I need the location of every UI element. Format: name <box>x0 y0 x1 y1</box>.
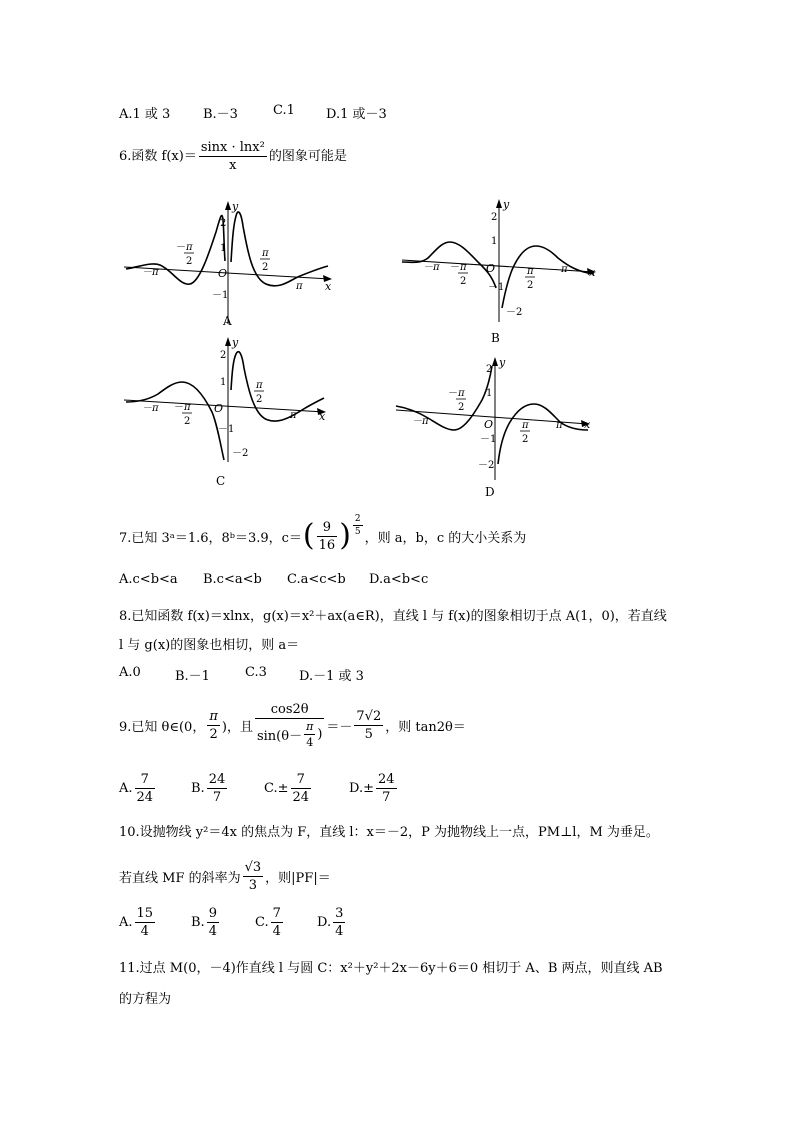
graph-a-pi: π <box>296 281 303 292</box>
q5-option-a: A.1 或 3 <box>119 107 171 122</box>
graph-a-label: A <box>223 314 232 328</box>
q11-line1: 11.过点 M(0，－4)作直线 l 与圆 C：x²＋y²＋2x－6y＋6＝0 相切于 A、B 两点，则直线 AB <box>119 961 663 976</box>
graph-b-neg-pi: －π <box>423 262 440 273</box>
graph-c-y-label: y <box>232 336 239 349</box>
svg-text:2: 2 <box>256 394 263 405</box>
q9-pi-half: $\frac{\pi}{2}$ <box>209 708 218 742</box>
q7-stem: 7.已知 3ᵃ＝1.6，8ᵇ＝3.9，c＝ ( $\frac{9}{16}$ ) $\frac{2}{5}$ ，则 a，b，c 的大小关系为 <box>119 514 527 553</box>
graph-b-y-label: y <box>503 198 510 211</box>
svg-text:－: － <box>176 242 186 253</box>
graph-d-pi: π <box>556 420 563 431</box>
graph-d-tick-2: 2 <box>486 364 493 375</box>
q5-option-d: D.1 或－3 <box>326 107 387 122</box>
q7-option-a: A.c<b<a <box>119 572 178 587</box>
svg-text:π: π <box>460 262 467 273</box>
graph-d-neg-pi: －π <box>412 416 429 427</box>
q10-option-d: D. $\frac{3}{4}$ <box>317 906 344 939</box>
q10-slope: $\frac{√3}{3}$ <box>244 859 262 893</box>
q6-prefix: 6.函数 f(x)＝ <box>119 149 197 164</box>
q10-option-b: B. $\frac{9}{4}$ <box>191 906 217 939</box>
q6-fraction <box>199 140 267 173</box>
q9-option-d: D. ± $\frac{24}{7}$ <box>349 772 395 805</box>
q9-mid: )，且 <box>221 719 253 735</box>
q6-suffix: 的图象可能是 <box>268 149 347 164</box>
graph-c-pi: π <box>290 410 297 421</box>
graph-a-origin: O <box>218 267 228 280</box>
graph-a-y-label: y <box>232 200 239 213</box>
svg-text:2: 2 <box>460 276 467 287</box>
q8-option-d: D.－1 或 3 <box>299 669 364 684</box>
graph-a <box>120 196 340 328</box>
graph-c-x-label: x <box>319 410 326 423</box>
q10-line2: 若直线 MF 的斜率为 $\frac{√3}{3}$ ，则|PF|＝ <box>119 859 331 893</box>
q7-prefix: 7.已知 3ᵃ＝1.6，8ᵇ＝3.9，c＝ <box>119 530 302 546</box>
svg-text:2: 2 <box>527 280 534 291</box>
svg-text:－: － <box>450 262 460 273</box>
q8-option-b: B.－1 <box>175 669 210 684</box>
graph-c-label: C <box>216 474 226 488</box>
q8-option-c: C.3 <box>245 665 267 680</box>
graph-d-neg-pi-half <box>448 388 466 413</box>
graph-c <box>120 332 334 466</box>
svg-text:π: π <box>186 242 193 253</box>
graph-a-x-label: x <box>325 280 332 293</box>
graph-c-neg-pi-half <box>174 402 192 427</box>
q9-stem <box>119 700 466 750</box>
q10-line1: 10.设抛物线 y²＝4x 的焦点为 F，直线 l：x＝－2，P 为抛物线上一点，PM⊥l，M 为垂足。 <box>119 825 659 840</box>
svg-text:－: － <box>174 402 184 413</box>
q9-eq: ＝－ <box>326 719 353 735</box>
q7-base: $\frac{9}{16}$ <box>318 519 336 553</box>
graph-d-origin: O <box>484 418 494 431</box>
svg-text:2: 2 <box>184 416 191 427</box>
graph-d-tick-neg2: －2 <box>478 460 495 471</box>
svg-text:π: π <box>527 266 534 277</box>
graph-b-origin: O <box>486 262 496 275</box>
q8-option-a: A.0 <box>119 665 141 680</box>
q7-option-d: D.a<b<c <box>369 572 429 587</box>
svg-text:2: 2 <box>522 434 529 445</box>
graph-b-tick-1: 1 <box>491 236 498 247</box>
svg-text:2: 2 <box>262 262 269 273</box>
q8-line2: l 与 g(x)的图象也相切，则 a＝ <box>119 638 300 653</box>
svg-text:π: π <box>458 388 465 399</box>
q7-option-c: C.a<c<b <box>287 572 346 587</box>
graph-a-pi-half <box>260 248 270 273</box>
graph-c-origin: O <box>214 402 224 415</box>
svg-text:π: π <box>256 380 263 391</box>
q7-exponent: $\frac{2}{5}$ <box>354 514 361 537</box>
graph-c-tick-neg2: －2 <box>232 448 249 459</box>
graph-a-tick-2: 2 <box>220 218 227 229</box>
q6-denominator: x <box>229 158 237 173</box>
q10-option-c: C. $\frac{7}{4}$ <box>255 906 281 939</box>
graph-b-neg-pi-half <box>450 262 468 287</box>
svg-text:π: π <box>262 248 269 259</box>
graph-c-tick-neg1: －1 <box>218 424 235 435</box>
q9-lhs: cos2θ sin(θ－ $\frac{\pi}{4}$ ) <box>256 701 323 749</box>
q7-option-b: B.c<a<b <box>203 572 262 587</box>
q9-prefix: 9.已知 θ∈(0， <box>119 719 206 735</box>
graph-d-pi-half <box>520 420 530 445</box>
graph-a-neg-pi-half <box>176 242 194 267</box>
graph-c-tick-1: 1 <box>220 377 227 388</box>
q9-rhs: $\frac{7√2}{5}$ <box>356 708 382 742</box>
graph-c-neg-pi: －π <box>142 403 159 414</box>
q9-option-b: B. $\frac{24}{7}$ <box>191 772 226 805</box>
graph-c-pi-half <box>254 380 264 405</box>
svg-text:－: － <box>448 388 458 399</box>
svg-text:2: 2 <box>186 256 193 267</box>
graph-d-tick-neg1: －1 <box>480 434 497 445</box>
graph-b-label: B <box>491 331 500 345</box>
graph-b-pi-half <box>525 266 535 291</box>
graph-b-tick-2: 2 <box>491 212 498 223</box>
graph-d-label: D <box>485 485 495 499</box>
graph-b-x-label: x <box>589 266 596 279</box>
graph-a-tick-1: 1 <box>220 243 227 254</box>
q9-suffix: ，则 tan2θ＝ <box>385 719 466 735</box>
q5-option-c: C.1 <box>273 103 295 118</box>
graph-c-tick-2: 2 <box>220 350 227 361</box>
q9-option-a: A. $\frac{7}{24}$ <box>119 772 154 805</box>
graph-b-tick-neg1: －1 <box>488 282 505 293</box>
graph-d-x-label: x <box>584 418 591 431</box>
q6-numerator: sinx · lnx² <box>200 140 265 155</box>
q8-line1: 8.已知函数 f(x)＝xlnx，g(x)＝x²＋ax(a∈R)，直线 l 与 f(x)的图象相切于点 A(1，0)，若直线 <box>119 609 667 624</box>
q10-option-a: A. $\frac{15}{4}$ <box>119 906 154 939</box>
svg-text:2: 2 <box>458 402 465 413</box>
graph-a-tick-neg1: －1 <box>212 290 229 301</box>
q5-option-b: B.－3 <box>203 107 238 122</box>
q7-suffix: ，则 a，b，c 的大小关系为 <box>364 530 527 546</box>
svg-text:π: π <box>184 402 191 413</box>
graph-b-pi: π <box>561 264 568 275</box>
graph-d-y-label: y <box>499 356 506 369</box>
graph-b <box>398 194 606 324</box>
q11-line2: 的方程为 <box>119 992 172 1007</box>
graph-a-neg-pi: －π <box>142 267 159 278</box>
graph-d-tick-1: 1 <box>486 388 493 399</box>
graph-b-tick-neg2: －2 <box>506 307 523 318</box>
q9-option-c: C. ± $\frac{7}{24}$ <box>264 772 310 805</box>
graph-d <box>392 354 604 484</box>
svg-text:π: π <box>522 420 529 431</box>
q6-stem <box>119 140 347 173</box>
